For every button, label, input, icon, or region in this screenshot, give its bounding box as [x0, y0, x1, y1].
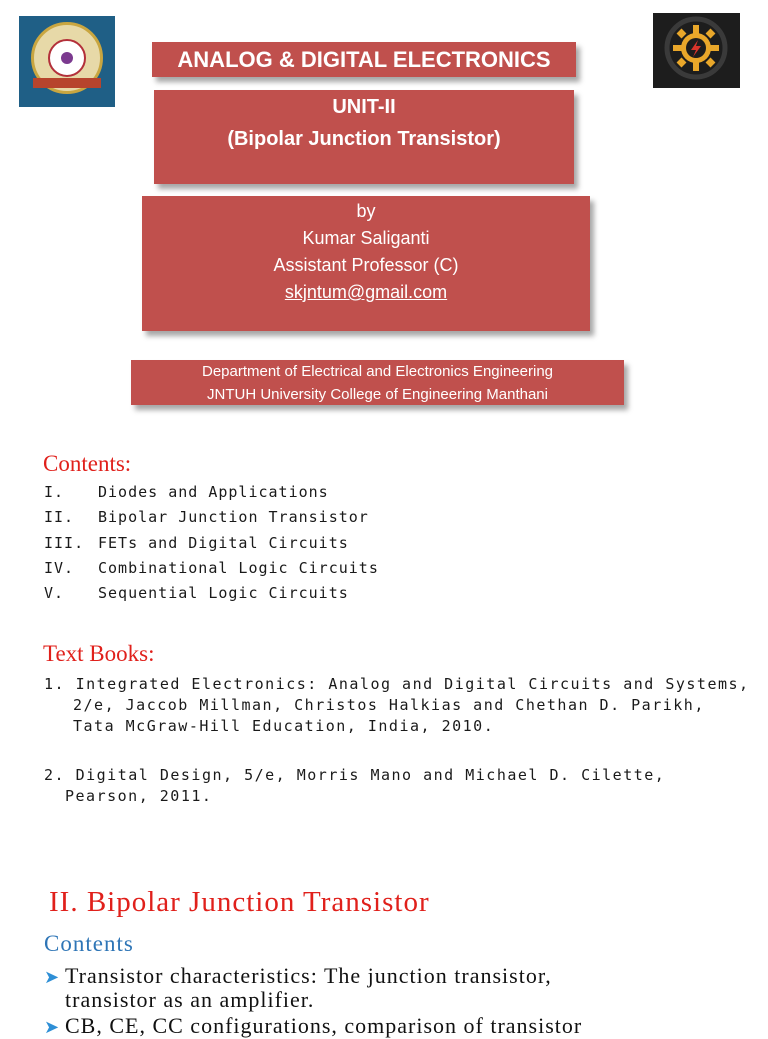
author-role: Assistant Professor (C) — [273, 255, 459, 275]
textbooks-heading: Text Books: — [43, 641, 155, 666]
section-subheading: Contents — [44, 931, 134, 956]
unit-label: UNIT-II — [332, 96, 396, 118]
author-box — [142, 196, 590, 331]
college-name: JNTUH University College of Engineering Manthani — [207, 386, 548, 403]
textbook-2: 2. Digital Design, 5/e, Morris Mano and Michael D. Cilette, Pearson, 2011. — [44, 766, 666, 805]
author-email-link[interactable]: skjntum@gmail.com — [284, 282, 448, 302]
unit-box — [154, 90, 574, 184]
arrow-bullet-icon: ➤ — [44, 967, 61, 987]
university-logo — [19, 16, 115, 107]
bullet-item: ➤ CB, CE, CC configurations, comparison of transistor — [44, 1013, 583, 1038]
section-title: II. Bipolar Junction Transistor — [49, 886, 430, 918]
department-box — [131, 360, 624, 405]
bullet-item: ➤ Transistor characteristics: The junction transistor, transistor as an amplifier. — [44, 963, 552, 1012]
department-logo — [653, 13, 740, 88]
gear-lightning-icon — [664, 16, 728, 80]
arrow-bullet-icon: ➤ — [44, 1017, 61, 1037]
course-title-box — [152, 42, 576, 77]
author-by: by — [356, 201, 376, 221]
unit-topic: (Bipolar Junction Transistor) — [227, 128, 501, 150]
author-name: Kumar Saliganti — [302, 228, 430, 248]
contents-heading: Contents: — [43, 451, 132, 476]
department-name: Department of Electrical and Electronics Engineering — [201, 363, 553, 380]
course-title: ANALOG & DIGITAL ELECTRONICS — [177, 47, 551, 72]
textbook-1: 1. Integrated Electronics: Analog and Digital Circuits and Systems, 2/e, Jaccob Millman, Christos Halkias and Chethan D. Parikh, Tata McGraw-Hill Education, India, 2010. — [44, 675, 750, 735]
